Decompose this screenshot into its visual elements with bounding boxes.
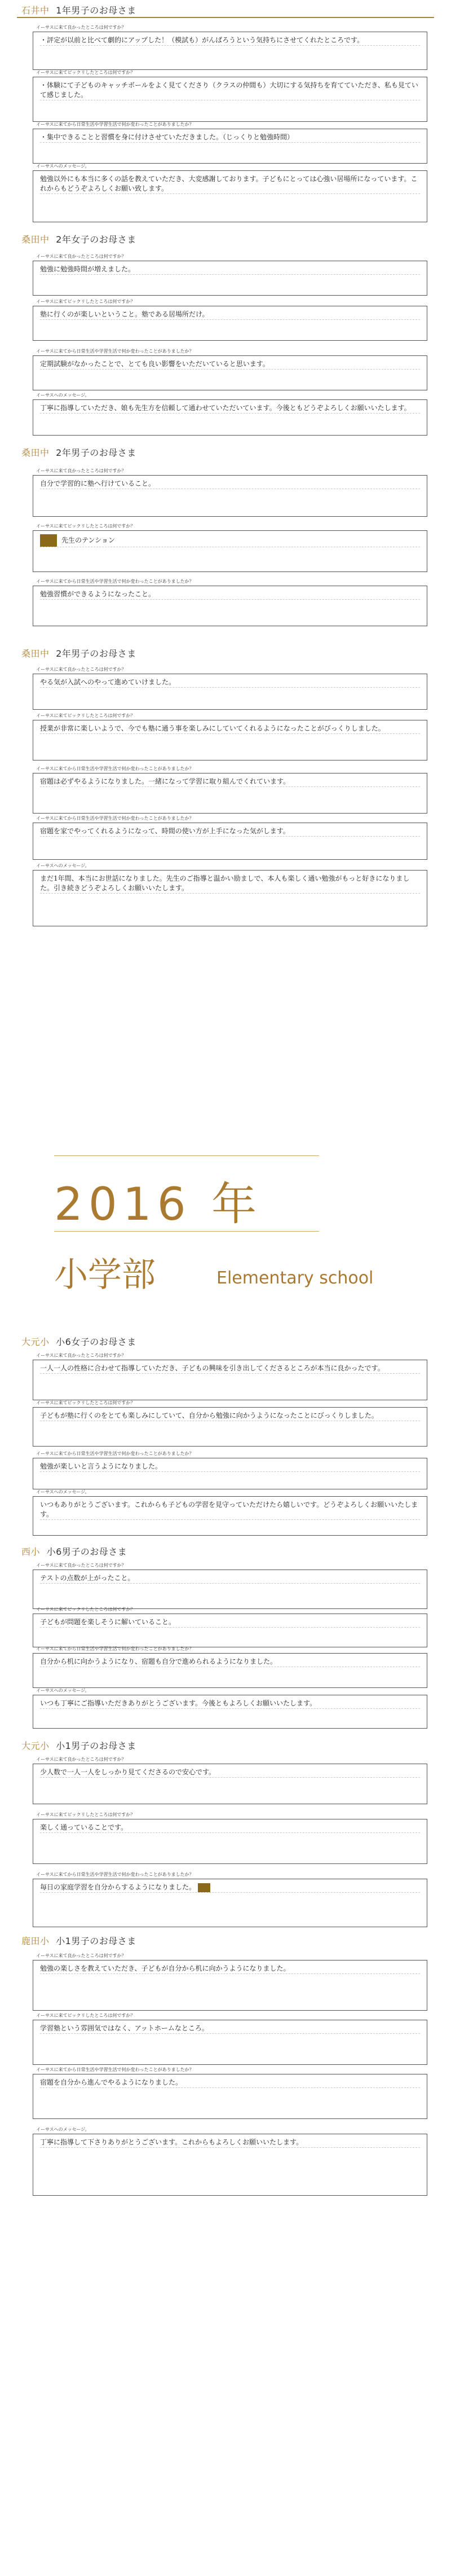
answer-text: いつも丁寧にご指導いただきありがとうございます。今後ともよろしくお願いいたします。: [40, 1699, 420, 1709]
qa-block: [33, 2127, 427, 2196]
question-label: イーサスに来て良かったところは何ですか？: [36, 468, 126, 473]
question-label: イーサスに来てから日常生活や学習生活で何か変わったことがありましたか？: [36, 1872, 194, 1877]
question-label: イーサスに来てビックリしたところは何ですか？: [36, 1812, 135, 1817]
school-name: 桑田中: [21, 447, 50, 458]
answer-text: 定期試験がなかったことで、とても良い影響をいただいていると思います。: [40, 359, 420, 370]
question-label: イーサスに来て良かったところは何ですか？: [36, 667, 126, 672]
answer-box: [33, 399, 427, 436]
qa-block: [33, 122, 427, 164]
answer-text: 勉強の楽しさを教えていただき、子どもが自分から机に向かうようになりました。: [40, 1964, 420, 1974]
answer-box: [33, 720, 427, 761]
answer-box: [33, 1819, 427, 1864]
question-label: イーサスに来てから日常生活や学習生活で何か変わったことがありましたか？: [36, 579, 194, 584]
answer-box: [33, 1496, 427, 1536]
qa-block: [33, 524, 427, 572]
question-label: イーサスに来てビックリしたところは何ですか？: [36, 299, 135, 304]
question-label: イーサスへのメッセージ。: [36, 1688, 90, 1693]
qa-block: [33, 1607, 427, 1647]
question-label: イーサスに来てビックリしたところは何ですか？: [36, 2013, 135, 2018]
answer-text: いつもありがとうございます。これからも子どもの学習を見守っていただけたら嬉しいです。どうぞよろしくお願いいたします。: [40, 1500, 420, 1520]
answer-box: [33, 355, 427, 390]
answer-box: [33, 2020, 427, 2065]
parent-heading: [21, 1335, 136, 1348]
qa-block: [33, 70, 427, 122]
answer-box: [33, 129, 427, 164]
year-heading: 2016 年: [54, 1178, 263, 1230]
answer-box: [33, 2134, 427, 2196]
parent-heading: [21, 1545, 127, 1558]
school-name: 鹿田小: [21, 1936, 50, 1946]
question-label: イーサスへのメッセージ。: [36, 2127, 90, 2132]
answer-text: 毎日の家庭学習を自分からするようになりました。: [40, 1883, 196, 1891]
answer-box: [33, 1879, 427, 1927]
answer-text: 少人数で一人一人をしっかり見てくださるので安心です。: [40, 1768, 420, 1778]
answer-text: 丁寧に指導していただき、娘も先生方を信頼して通わせていただいています。今後ともどうぞよろしくお願いいたします。: [40, 403, 420, 414]
answer-text: まだ1年間、本当にお世話になりました。先生のご指導と温かい励ましで、本人も楽しく通い勉強がもっと好きになりました。引き続きどうぞよろしくお願いいたします。: [40, 874, 420, 894]
parent-title: 小6女子のお母さま: [56, 1337, 136, 1347]
answer-text: 自分から机に向かうようになり、宿題も自分で進められるようになりました。: [40, 1657, 420, 1667]
answer-text: テストの点数が上がったこと。: [40, 1573, 420, 1584]
question-label: イーサスに来て良かったところは何ですか？: [36, 25, 126, 30]
parent-heading: [21, 1934, 136, 1947]
qa-block: [33, 1646, 427, 1688]
answer-text: 宿題を家でやってくれるようになって、時間の使い方が上手になった気がします。: [40, 827, 420, 837]
answer-text: 子どもが塾に行くのをとても楽しみにしていて、自分から勉強に向かうようになったことにびっくりしました。: [40, 1411, 420, 1421]
qa-block: [33, 349, 427, 390]
answer-text: 一人一人の性格に合わせて指導していただき、子どもの興味を引き出してくださるところが本当に良かったです。: [40, 1364, 420, 1374]
answer-text: [40, 534, 420, 547]
qa-block: [33, 1688, 427, 1729]
answer-box: [33, 530, 427, 572]
answer-text: 学習塾という雰囲気ではなく、アットホームなところ。: [40, 2024, 420, 2034]
parent-heading: [21, 232, 136, 245]
question-label: イーサスに来てから日常生活や学習生活で何か変わったことがありましたか？: [36, 1451, 194, 1456]
parent-title: 2年男子のお母さま: [56, 648, 136, 659]
qa-block: [33, 1812, 427, 1864]
answer-text: 子どもが問題を楽しそうに解いていること。: [40, 1617, 420, 1628]
answer-box: [33, 170, 427, 222]
qa-block: [33, 164, 427, 222]
answer-box: [33, 586, 427, 626]
school-name: 大元小: [21, 1337, 50, 1347]
answer-text: 塾に行くのが楽しいということ。塾である居場所だけ。: [40, 310, 420, 320]
answer-box: [33, 823, 427, 860]
parent-title: 小1男子のお母さま: [56, 1936, 136, 1946]
question-label: イーサスに来て良かったところは何ですか？: [36, 1953, 126, 1958]
question-label: イーサスへのメッセージ。: [36, 863, 90, 868]
qa-block: [33, 1353, 427, 1400]
parent-heading: [21, 1739, 136, 1752]
question-label: イーサスに来てから日常生活や学習生活で何か変わったことがありましたか？: [36, 122, 194, 127]
parent-title: 2年男子のお母さま: [56, 447, 136, 458]
school-name: 西小: [21, 1546, 41, 1557]
answer-text: 先生のテンション: [61, 536, 115, 544]
question-label: イーサスに来てから日常生活や学習生活で何か変わったことがありましたか？: [36, 349, 194, 354]
qa-block: [33, 468, 427, 517]
qa-block: [33, 1451, 427, 1489]
qa-block: [33, 816, 427, 860]
parent-title: 1年男子のお母さま: [56, 5, 136, 16]
divider: [54, 1155, 319, 1156]
parent-heading: [21, 3, 136, 16]
answer-box: [33, 1764, 427, 1804]
answer-box: [33, 1458, 427, 1489]
parent-title: 小6男子のお母さま: [46, 1546, 127, 1557]
qa-block: [33, 393, 427, 436]
section-title: 小学部: [54, 1255, 156, 1295]
answer-box: [33, 773, 427, 814]
answer-text: 楽しく通っていることです。: [40, 1823, 420, 1833]
qa-block: [33, 579, 427, 626]
question-label: イーサスに来てビックリしたところは何ですか？: [36, 524, 135, 529]
answer-text: 勉強習慣ができるようになったこと。: [40, 590, 420, 600]
answer-text: ・体験にて子どものキャッチボールをよく見てくださり（クラスの仲間も）大切にする気持ちを育てていただき、私も見ていて感じました。: [40, 81, 420, 100]
qa-block: [33, 1489, 427, 1536]
question-label: イーサスに来て良かったところは何ですか？: [36, 1757, 126, 1762]
question-label: イーサスに来てから日常生活や学習生活で何か変わったことがありましたか？: [36, 1646, 194, 1651]
question-label: イーサスに来てビックリしたところは何ですか？: [36, 70, 135, 75]
answer-box: [33, 2074, 427, 2119]
question-label: イーサスに来て良かったところは何ですか？: [36, 1563, 126, 1568]
answer-text: ・評定が以前と比べて劇的にアップした！（模試も）がんばろうという気持ちにさせてくれたところです。: [40, 36, 420, 46]
question-label: イーサスに来てから日常生活や学習生活で何か変わったことがありましたか？: [36, 816, 194, 821]
answer-text: 授業が非常に楽しいようで、今でも塾に通う事を楽しみにしていてくれるようになったことがびっくりしました。: [40, 724, 420, 734]
question-label: イーサスに来て良かったところは何ですか？: [36, 1353, 126, 1358]
answer-text: 勉強以外にも本当に多くの話を教えていただき、大変感謝しております。子どもにとっては心強い居場所になっています。これからもどうぞよろしくお願い致します。: [40, 174, 420, 194]
question-label: イーサスに来てから日常生活や学習生活で何か変わったことがありましたか？: [36, 766, 194, 771]
divider: [54, 1231, 319, 1232]
school-name: 石井中: [21, 5, 50, 16]
qa-block: [33, 1953, 427, 2011]
answer-box: [33, 1570, 427, 1609]
qa-block: [33, 863, 427, 926]
divider: [17, 17, 434, 18]
answer-box: [33, 77, 427, 122]
qa-block: [33, 25, 427, 70]
answer-text: 勉強が楽しいと言うようになりました。: [40, 1462, 420, 1472]
qa-block: [33, 1563, 427, 1609]
answer-box: [33, 870, 427, 926]
question-label: イーサスへのメッセージ。: [36, 393, 90, 398]
parent-title: 小1男子のお母さま: [56, 1740, 136, 1751]
question-label: イーサスに来てビックリしたところは何ですか？: [36, 1607, 135, 1612]
question-label: イーサスに来てビックリしたところは何ですか？: [36, 1400, 135, 1405]
school-name: 桑田中: [21, 234, 50, 245]
qa-block: [33, 254, 427, 296]
answer-text: 宿題は必ずやるようになりました。一緒になって学習に取り組んでくれています。: [40, 777, 420, 787]
answer-box: [33, 1653, 427, 1688]
qa-block: [33, 1400, 427, 1447]
question-label: イーサスに来てビックリしたところは何ですか？: [36, 713, 135, 718]
answer-box: [33, 475, 427, 517]
answer-box: [33, 306, 427, 341]
question-label: イーサスに来て良かったところは何ですか？: [36, 254, 126, 259]
qa-block: [33, 713, 427, 761]
qa-block: [33, 299, 427, 341]
answer-box: [33, 1360, 427, 1400]
answer-text: やる気が入試へのやって進めていけました。: [40, 678, 420, 688]
question-label: イーサスに来てから日常生活や学習生活で何か変わったことがありましたか？: [36, 2067, 194, 2072]
answer-box: [33, 1695, 427, 1729]
answer-box: [33, 674, 427, 710]
school-name: 大元小: [21, 1740, 50, 1751]
redaction-block: [198, 1883, 210, 1892]
answer-text: 宿題を自分から進んでやるようになりました。: [40, 2078, 420, 2088]
redaction-block: [40, 534, 57, 547]
answer-text: 勉強に勉強時間が増えました。: [40, 265, 420, 275]
answer-text: ・集中できることと習慣を身に付けさせていただきました。（じっくりと勉強時間）: [40, 133, 420, 143]
answer-box: [33, 1960, 427, 2011]
answer-box: [33, 261, 427, 296]
qa-block: [33, 2013, 427, 2065]
question-label: イーサスへのメッセージ。: [36, 1489, 90, 1494]
answer-box: [33, 32, 427, 70]
answer-box: [33, 1407, 427, 1447]
qa-block: [33, 1872, 427, 1927]
parent-title: 2年女子のお母さま: [56, 234, 136, 245]
parent-heading: [21, 446, 136, 459]
qa-block: [33, 667, 427, 710]
qa-block: [33, 2067, 427, 2119]
answer-box: [33, 1614, 427, 1647]
section-subtitle: Elementary school: [216, 1268, 374, 1288]
qa-block: [33, 766, 427, 814]
qa-block: [33, 1757, 427, 1804]
school-name: 桑田中: [21, 648, 50, 659]
answer-text: 自分で学習的に塾へ行けていること。: [40, 479, 420, 489]
question-label: イーサスへのメッセージ。: [36, 164, 90, 169]
answer-text: [40, 1883, 420, 1893]
answer-text: 丁寧に指導して下さりありがとうございます。これからもよろしくお願いいたします。: [40, 2138, 420, 2148]
parent-heading: [21, 647, 136, 660]
